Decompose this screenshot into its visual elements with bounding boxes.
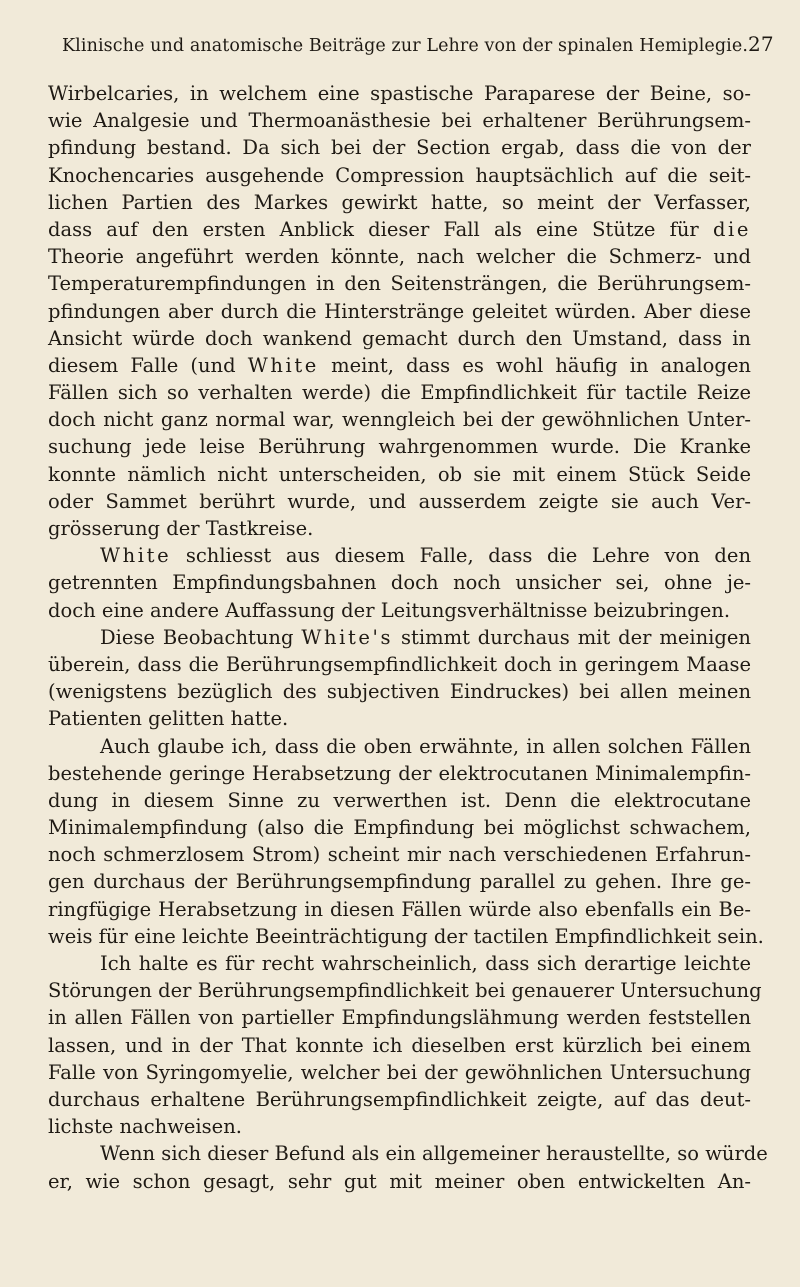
- text-line: [48, 1140, 768, 1167]
- text-run: pfindung bestand. Da sich bei der Section ergab, dass die von der: [48, 136, 751, 160]
- text-run: oder Sammet berührt wurde, und ausserdem zeigte sie auch Ver-: [48, 489, 751, 513]
- page-number: 27: [748, 32, 774, 56]
- text-run: lichen Partien des Markes gewirkt hatte, so meint der Verfasser,: [48, 190, 751, 214]
- text-line: [48, 896, 751, 923]
- text-line: [48, 624, 751, 651]
- text-line: [48, 488, 751, 515]
- text-run: Ansicht würde doch wankend gemacht durch den Umstand, dass in: [48, 326, 751, 350]
- text-line: [48, 868, 751, 895]
- text-line: [48, 651, 751, 678]
- text-run: (wenigstens bezüglich des subjectiven Eindruckes) bei allen meinen: [48, 680, 751, 704]
- text-line: [48, 298, 751, 325]
- text-run: Patienten gelitten hatte.: [48, 707, 289, 731]
- text-run: doch eine andere Auffassung der Leitungsverhältnisse beizubringen.: [48, 598, 731, 622]
- text-run: Ich halte es für recht wahrscheinlich, dass sich derartige leichte: [100, 952, 751, 975]
- text-line: [48, 461, 751, 488]
- text-run: in allen Fällen von partieller Empfindungslähmung werden feststellen: [48, 1006, 751, 1030]
- text-run: noch schmerzlosem Strom) scheint mir nach verschiedenen Erfahrun-: [48, 843, 751, 867]
- spaced-name: White: [247, 353, 319, 377]
- text-run: lassen, und in der That konnte ich dieselben erst kürzlich bei einem: [48, 1033, 751, 1057]
- text-run: Temperaturempfindungen in den Seitensträngen, die Berührungsem-: [48, 272, 751, 296]
- text-line: [48, 950, 751, 977]
- text-run: Theorie angeführt werden könnte, nach welcher die Schmerz- und: [48, 245, 751, 269]
- text-line: [48, 352, 751, 379]
- spaced-name: White: [100, 544, 172, 568]
- text-run: Minimalempfindung (also die Empfindung bei möglichst schwachem,: [48, 816, 751, 840]
- text-line: [48, 134, 751, 161]
- text-line: [48, 1086, 751, 1113]
- text-run: Falle von Syringomyelie, welcher bei der gewöhnlichen Untersuchung: [48, 1060, 751, 1084]
- text-run: lichste nachweisen.: [48, 1115, 242, 1139]
- spaced-name: White's: [301, 625, 394, 649]
- text-line: [48, 733, 751, 760]
- text-run: wie Analgesie und Thermoanästhesie bei erhaltener Berührungsem-: [48, 109, 751, 133]
- text-line: [48, 379, 751, 406]
- text-run: schliesst aus diesem Falle, dass die Lehre von den: [171, 544, 751, 568]
- text-line: [48, 107, 751, 134]
- text-run: Auch glaube ich, dass die oben erwähnte, in allen solchen Fällen: [100, 734, 751, 758]
- text-run: überein, dass die Berührungsempfindlichkeit doch in geringem Maase: [48, 652, 751, 676]
- text-line: [48, 1113, 751, 1140]
- text-line: [48, 542, 751, 569]
- text-line: [48, 569, 751, 596]
- text-run: er, wie schon gesagt, sehr gut mit meiner oben entwickelten An-: [48, 1169, 751, 1193]
- text-line: [48, 216, 751, 243]
- text-run: gen durchaus der Berührungsempfindung parallel zu gehen. Ihre ge-: [48, 870, 751, 894]
- text-line: [48, 243, 751, 270]
- text-run: ringfügige Herabsetzung in diesen Fällen würde also ebenfalls ein Be-: [48, 897, 751, 921]
- text-run: Fällen sich so verhalten werde) die Empfindlichkeit für tactile Reize: [48, 381, 751, 405]
- text-run: weis für eine leichte Beeinträchtigung der tactilen Empfindlichkeit sein.: [48, 924, 764, 948]
- text-run: doch nicht ganz normal war, wenngleich bei der gewöhnlichen Unter-: [48, 408, 751, 432]
- text-line: [48, 1168, 751, 1195]
- spaced-name: die: [712, 217, 751, 241]
- text-line: [48, 787, 751, 814]
- text-run: grösserung der Tastkreise.: [48, 517, 314, 540]
- text-line: [48, 1059, 751, 1086]
- text-line: [48, 597, 751, 624]
- text-line: [48, 760, 751, 787]
- text-run: konnte nämlich nicht unterscheiden, ob sie mit einem Stück Seide: [48, 462, 751, 486]
- text-line: [48, 705, 751, 732]
- text-line: [48, 80, 751, 107]
- text-run: Diese Beobachtung: [100, 625, 302, 649]
- text-run: stimmt durchaus mit der meinigen: [393, 625, 751, 649]
- text-line: [48, 1032, 751, 1059]
- running-title: Klinische und anatomische Beiträge zur Lehre von der spinalen Hemiplegie.: [62, 36, 748, 56]
- text-run: Wenn sich dieser Befund als ein allgemeiner heraustellte, so würde: [100, 1142, 768, 1166]
- text-line: [48, 406, 751, 433]
- text-line: [48, 270, 751, 297]
- text-line: [48, 189, 751, 216]
- text-line: [48, 923, 764, 950]
- text-line: [48, 1004, 751, 1031]
- text-run: dass auf den ersten Anblick dieser Fall als eine Stütze für: [48, 217, 713, 241]
- text-line: [48, 515, 751, 542]
- text-line: [48, 678, 751, 705]
- running-header: [62, 32, 774, 62]
- body-text: [48, 80, 768, 1195]
- text-line: [48, 841, 751, 868]
- text-run: Wirbelcaries, in welchem eine spastische Paraparese der Beine, so-: [48, 82, 751, 105]
- text-line: [48, 162, 751, 189]
- text-run: pfindungen aber durch die Hinterstränge geleitet würden. Aber diese: [48, 299, 751, 323]
- text-run: Störungen der Berührungsempfindlichkeit bei genauerer Untersuchung: [48, 979, 762, 1003]
- text-run: bestehende geringe Herabsetzung der elektrocutanen Minimalempfin-: [48, 761, 751, 785]
- text-line: [48, 325, 751, 352]
- text-run: dung in diesem Sinne zu verwerthen ist. Denn die elektrocutane: [48, 788, 751, 812]
- text-run: diesem Falle (und: [48, 353, 248, 377]
- text-run: meint, dass es wohl häufig in analogen: [318, 353, 751, 377]
- text-run: getrennten Empfindungsbahnen doch noch unsicher sei, ohne je-: [48, 571, 751, 595]
- text-line: [48, 433, 751, 460]
- text-run: Knochencaries ausgehende Compression hauptsächlich auf die seit-: [48, 163, 751, 187]
- text-line: [48, 977, 762, 1004]
- text-line: [48, 814, 751, 841]
- text-run: durchaus erhaltene Berührungsempfindlichkeit zeigte, auf das deut-: [48, 1087, 751, 1111]
- text-run: suchung jede leise Berührung wahrgenommen wurde. Die Kranke: [48, 435, 751, 459]
